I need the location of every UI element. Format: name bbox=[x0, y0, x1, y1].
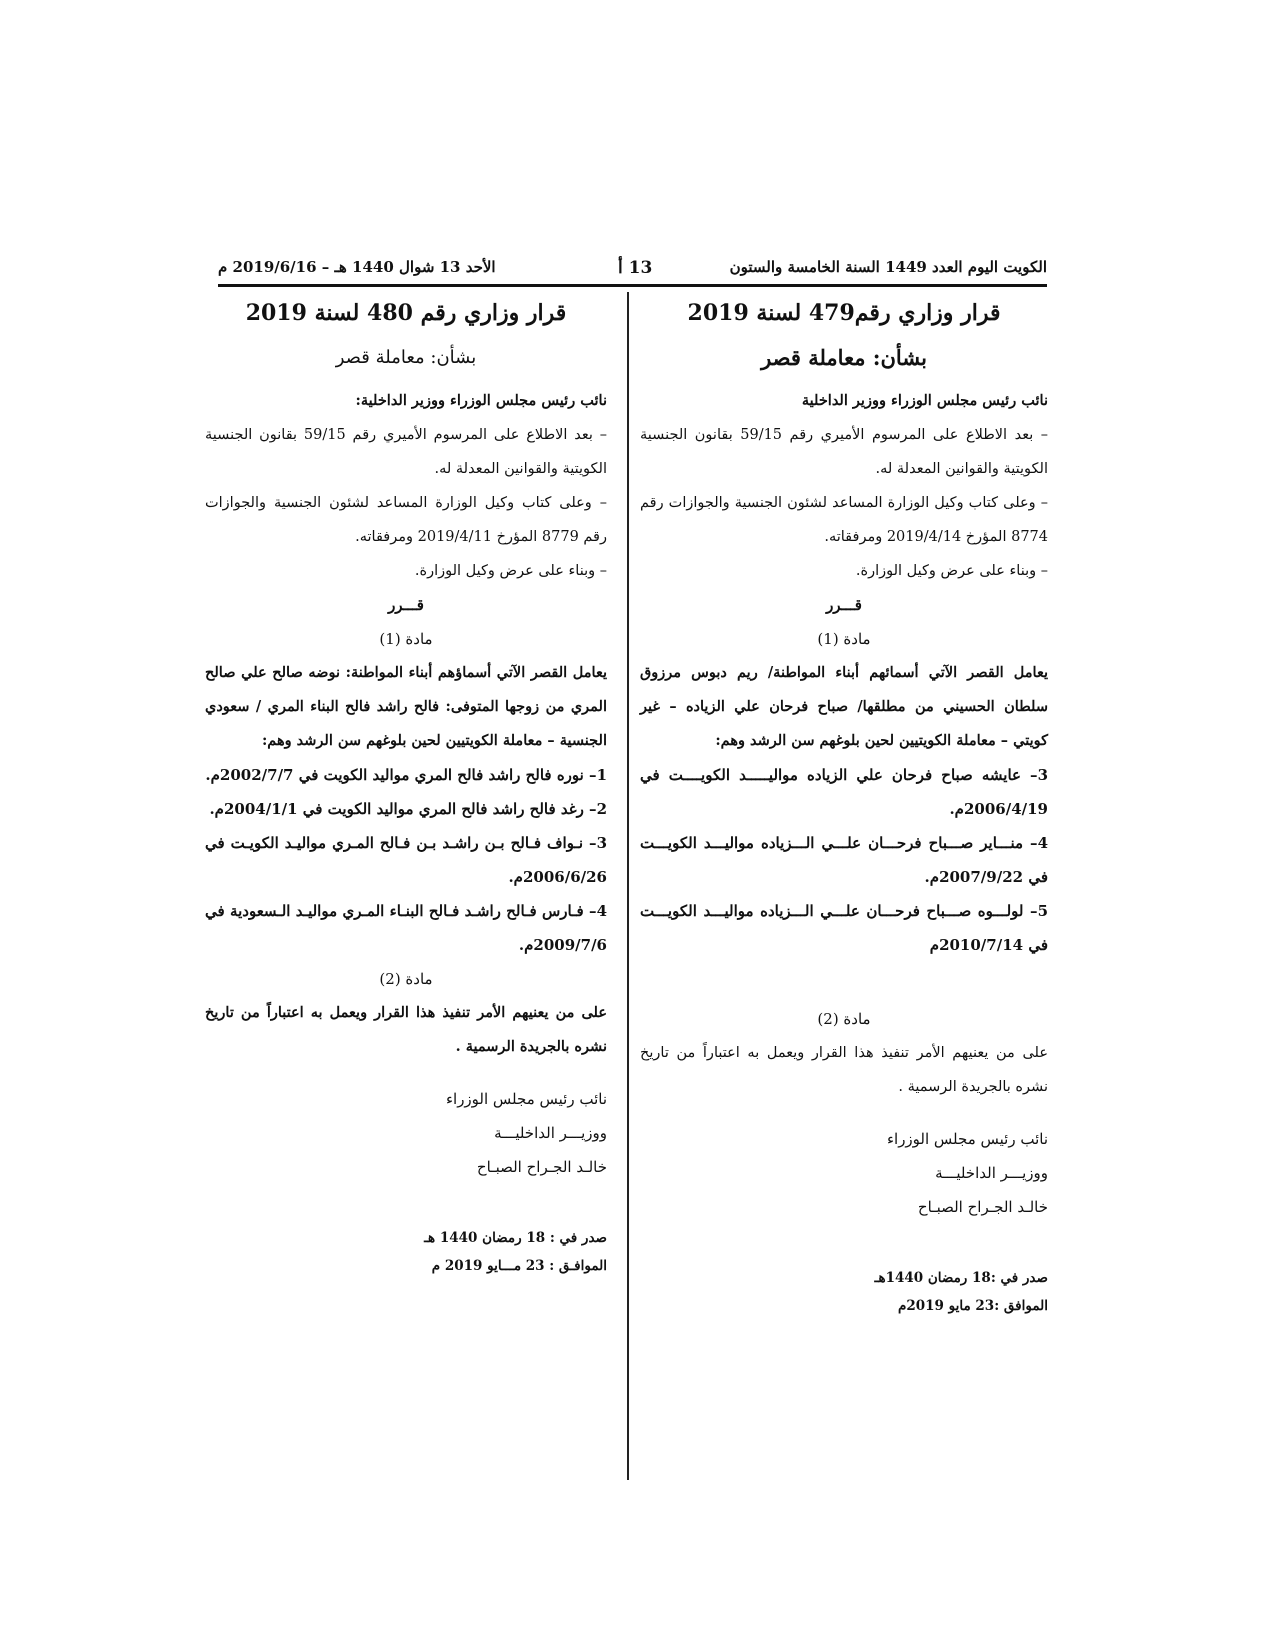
header-issue-info: الكويت اليوم العدد 1449 السنة الخامسة والستون bbox=[729, 258, 1047, 276]
article-2-heading: مادة (2) bbox=[817, 1010, 871, 1028]
decision-word: قـــرر bbox=[826, 596, 862, 614]
decision-479-column bbox=[640, 296, 1048, 1320]
article-2-heading: مادة (2) bbox=[379, 970, 433, 988]
issued-date-text: صدر في :18 رمضان 1440هـ bbox=[874, 1270, 1048, 1286]
child-entry: 3– نـواف فـالح بـن راشـد بـن فـالح المـري مواليـد الكويـت في 2006/6/26م. bbox=[205, 834, 607, 886]
corresponding-date-text: الموافـق : 23 مـــايو 2019 م bbox=[431, 1258, 607, 1274]
corresponding-date-text: الموافق :23 مايو 2019م bbox=[897, 1298, 1048, 1314]
issued-date bbox=[640, 1264, 1048, 1292]
article-1-heading: مادة (1) bbox=[379, 630, 433, 648]
article-1-text: يعامل القصر الآتي أسمائهم أبناء المواطنة/ ريم دبوس مرزوق سلطان الحسيني من مطلقها/ صباح فرحان علي الزياده – غير كويتي – معاملة الكويتيين لحين بلوغهم سن الرشد وهم: bbox=[640, 664, 1048, 749]
decision-title: قرار وزاري رقم 480 لسنة 2019 bbox=[245, 300, 567, 326]
header-date: الأحد 13 شوال 1440 هـ – 2019/6/16 م bbox=[218, 258, 496, 276]
child-entry: 1– نوره فالح راشد فالح المري مواليد الكويت في 2002/7/7م. bbox=[205, 766, 607, 784]
article-1-heading: مادة (1) bbox=[817, 630, 871, 648]
article-2-text: على من يعنيهم الأمر تنفيذ هذا القرار ويعمل به اعتباراً من تاريخ نشره بالجريدة الرسمية . bbox=[205, 1004, 607, 1055]
authority-line: نائب رئيس مجلس الوزراء ووزير الداخلية bbox=[801, 392, 1048, 409]
decision-title: قرار وزاري رقم479 لسنة 2019 bbox=[687, 300, 1001, 326]
preamble-item: – وعلى كتاب وكيل الوزارة المساعد لشئون الجنسية والجوازات رقم 8774 المؤرخ 2019/4/14 ومرفقاته. bbox=[640, 495, 1048, 545]
article-1-text: يعامل القصر الآتي أسماؤهم أبناء المواطنة: نوضه صالح علي صالح المري من زوجها المتوفى: فالح راشد فالح البناء المري / سعودي الجنسية – معاملة الكويتيين لحين بلوغهم سن الرشد وهم: bbox=[205, 664, 607, 749]
column-divider bbox=[627, 292, 629, 1480]
signature-title: نائب رئيس مجلس الوزراء bbox=[886, 1130, 1048, 1148]
issued-date bbox=[205, 1224, 607, 1252]
corresponding-date bbox=[205, 1252, 607, 1280]
decision-word: قـــرر bbox=[388, 596, 424, 614]
corresponding-date bbox=[640, 1292, 1048, 1320]
signature-title: ووزيـــر الداخليـــة bbox=[935, 1164, 1048, 1182]
authority-line: نائب رئيس مجلس الوزراء ووزير الداخلية: bbox=[355, 392, 607, 409]
decision-subject: بشأن: معاملة قصر bbox=[335, 347, 477, 368]
decision-subject: بشأن: معاملة قصر bbox=[761, 345, 927, 370]
signature-name: خالـد الجـراح الصبـاح bbox=[917, 1198, 1048, 1216]
child-entry: 5– لولـــوه صـــباح فرحـــان علـــي الـــزياده مواليـــد الكويـــت في 2010/7/14م bbox=[640, 902, 1048, 954]
preamble-item: – بعد الاطلاع على المرسوم الأميري رقم 59/15 بقانون الجنسية الكويتية والقوانين المعدلة له. bbox=[640, 427, 1048, 477]
preamble-item: – بعد الاطلاع على المرسوم الأميري رقم 59/15 بقانون الجنسية الكويتية والقوانين المعدلة له. bbox=[205, 427, 607, 477]
child-entry: 4– فـارس فـالح راشـد فـالح البنـاء المـري مواليـد الـسعودية في 2009/7/6م. bbox=[205, 902, 607, 954]
decision-480-column bbox=[205, 296, 607, 1280]
signature-name: خالـد الجـراح الصبـاح bbox=[476, 1158, 607, 1176]
page-header bbox=[218, 258, 1047, 284]
preamble-item: – وبناء على عرض وكيل الوزارة. bbox=[414, 563, 607, 579]
preamble-item: – وبناء على عرض وكيل الوزارة. bbox=[855, 563, 1048, 579]
signature-title: ووزيـــر الداخليـــة bbox=[494, 1124, 607, 1142]
issued-date-text: صدر في : 18 رمضان 1440 هـ bbox=[424, 1230, 607, 1246]
child-entry: 3– عايشه صباح فرحان علي الزياده مواليـــــد الكويــــت في 2006/4/19م. bbox=[640, 766, 1048, 818]
child-entry: 2– رغد فالح راشد فالح المري مواليد الكويت في 2004/1/1م. bbox=[209, 800, 607, 818]
header-rule bbox=[218, 284, 1047, 287]
signature-title: نائب رئيس مجلس الوزراء bbox=[445, 1090, 607, 1108]
child-entry: 4– منـــاير صـــباح فرحـــان علـــي الـــزياده مواليـــد الكويـــت في 2007/9/22م. bbox=[640, 834, 1048, 886]
header-page-number: 13 أ bbox=[618, 258, 653, 278]
article-2-text: على من يعنيهم الأمر تنفيذ هذا القرار ويعمل به اعتباراً من تاريخ نشره بالجريدة الرسمية . bbox=[640, 1045, 1048, 1095]
preamble-item: – وعلى كتاب وكيل الوزارة المساعد لشئون الجنسية والجوازات رقم 8779 المؤرخ 2019/4/11 ومرفقاته. bbox=[205, 495, 607, 545]
